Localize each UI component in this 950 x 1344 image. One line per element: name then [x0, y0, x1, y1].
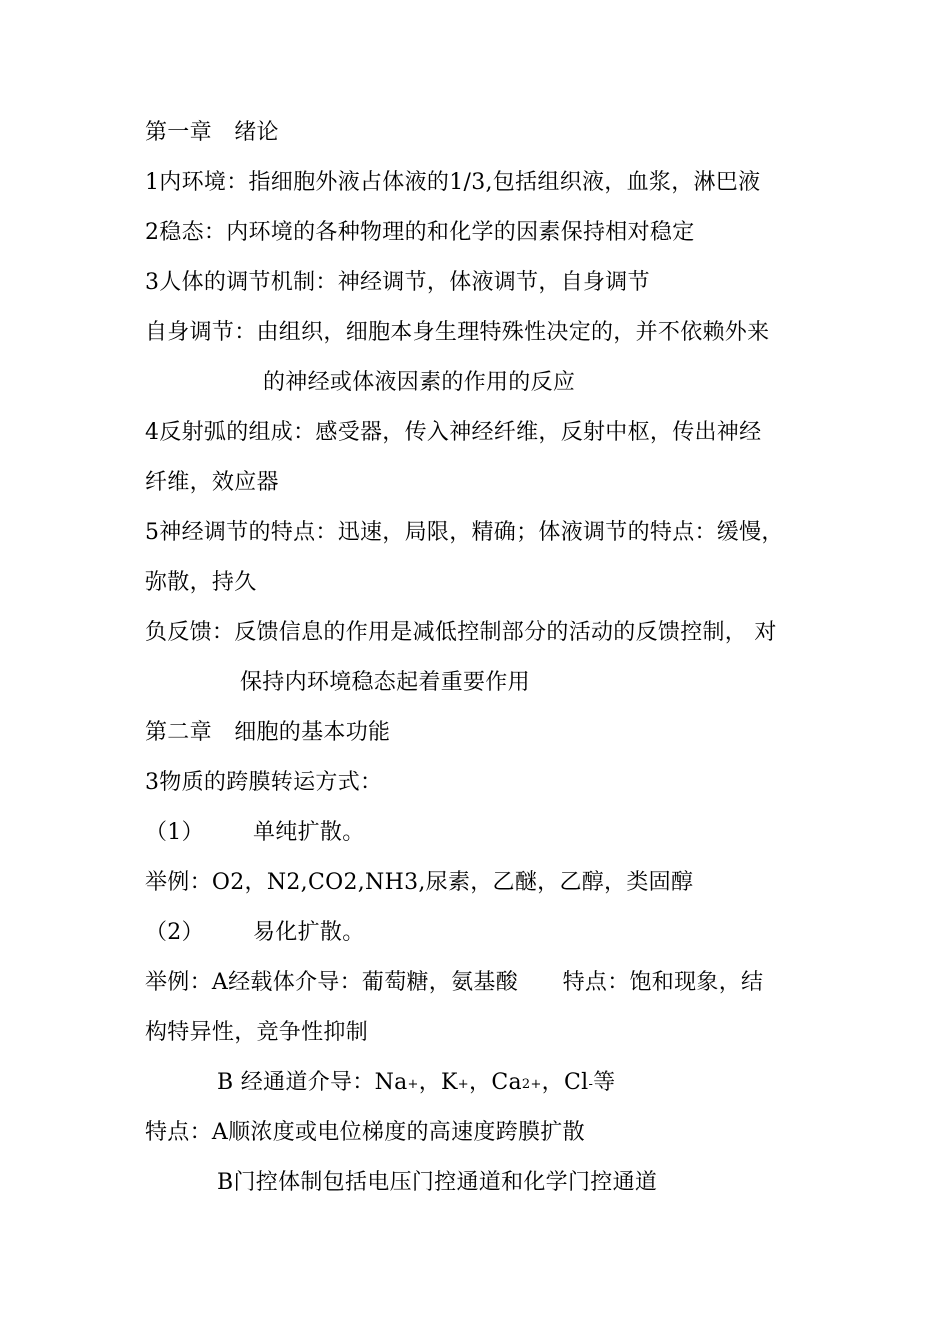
ion-sep-2: ，: [469, 1070, 492, 1095]
text-line-simple-diffusion-examples: 举例：O2，N2,CO2,NH3,尿素，乙醚，乙醇，类固醇: [145, 870, 694, 895]
text-line-negative-feedback: 负反馈：反馈信息的作用是减低控制部分的活动的反馈控制， 对: [145, 620, 777, 645]
ion-sep-3: ，: [541, 1070, 564, 1095]
ion-cl-charge: -: [588, 1077, 594, 1093]
text-line-transport-modes: 3物质的跨膜转运方式：: [145, 770, 383, 795]
channel-suffix: 等: [593, 1070, 616, 1095]
ion-cl: Cl: [563, 1070, 589, 1095]
text-line-facilitated-diffusion: 易化扩散。: [253, 920, 365, 945]
ion-k-charge: +: [457, 1077, 469, 1093]
ion-ca-charge: 2+: [521, 1077, 542, 1093]
list-marker-2: （2）: [145, 920, 204, 945]
chapter-1-heading: 第一章 绪论: [145, 120, 279, 145]
ion-ca: Ca: [491, 1070, 522, 1095]
ion-sep-1: ，: [418, 1070, 442, 1095]
text-line-features-a: 特点：A顺浓度或电位梯度的高速度跨膜扩散: [145, 1120, 585, 1145]
text-line-negative-feedback-cont: 保持内环境稳态起着重要作用: [240, 670, 530, 695]
text-line-reflex-arc: 4反射弧的组成：感受器，传入神经纤维，反射中枢，传出神经: [145, 420, 762, 445]
text-line-features-b: B门控体制包括电压门控通道和化学门控通道: [217, 1170, 658, 1195]
text-line-autoregulation-cont: 的神经或体液因素的作用的反应: [263, 370, 576, 395]
text-line-regulation-mechanisms: 3人体的调节机制：神经调节，体液调节，自身调节: [145, 270, 650, 295]
chapter-2-heading: 第二章 细胞的基本功能: [145, 720, 391, 745]
text-line-regulation-features: 5神经调节的特点：迅速，局限，精确；体液调节的特点：缓慢，: [145, 520, 784, 545]
ion-na: Na: [374, 1070, 408, 1095]
text-line-reflex-arc-cont: 纤维，效应器: [145, 470, 279, 495]
list-marker-1: （1）: [145, 820, 204, 845]
text-line-carrier-mediated-cont: 构特异性，竞争性抑制: [145, 1020, 369, 1045]
text-line-internal-environment: 1内环境：指细胞外液占体液的1/3,包括组织液，血浆，淋巴液: [145, 170, 761, 195]
text-line-homeostasis: 2稳态：内环境的各种物理的和化学的因素保持相对稳定: [145, 220, 695, 245]
text-line-carrier-mediated: 举例：A经载体介导：葡萄糖，氨基酸 特点：饱和现象，结: [145, 970, 764, 995]
ion-na-charge: +: [407, 1077, 419, 1093]
ion-k: K: [441, 1070, 458, 1095]
text-line-regulation-features-cont: 弥散，持久: [145, 570, 257, 595]
channel-prefix: B 经通道介导：: [217, 1070, 375, 1095]
text-line-channel-mediated: [217, 1068, 615, 1098]
text-line-simple-diffusion: 单纯扩散。: [253, 820, 365, 845]
text-line-autoregulation: 自身调节：由组织，细胞本身生理特殊性决定的，并不依赖外来: [145, 320, 770, 345]
